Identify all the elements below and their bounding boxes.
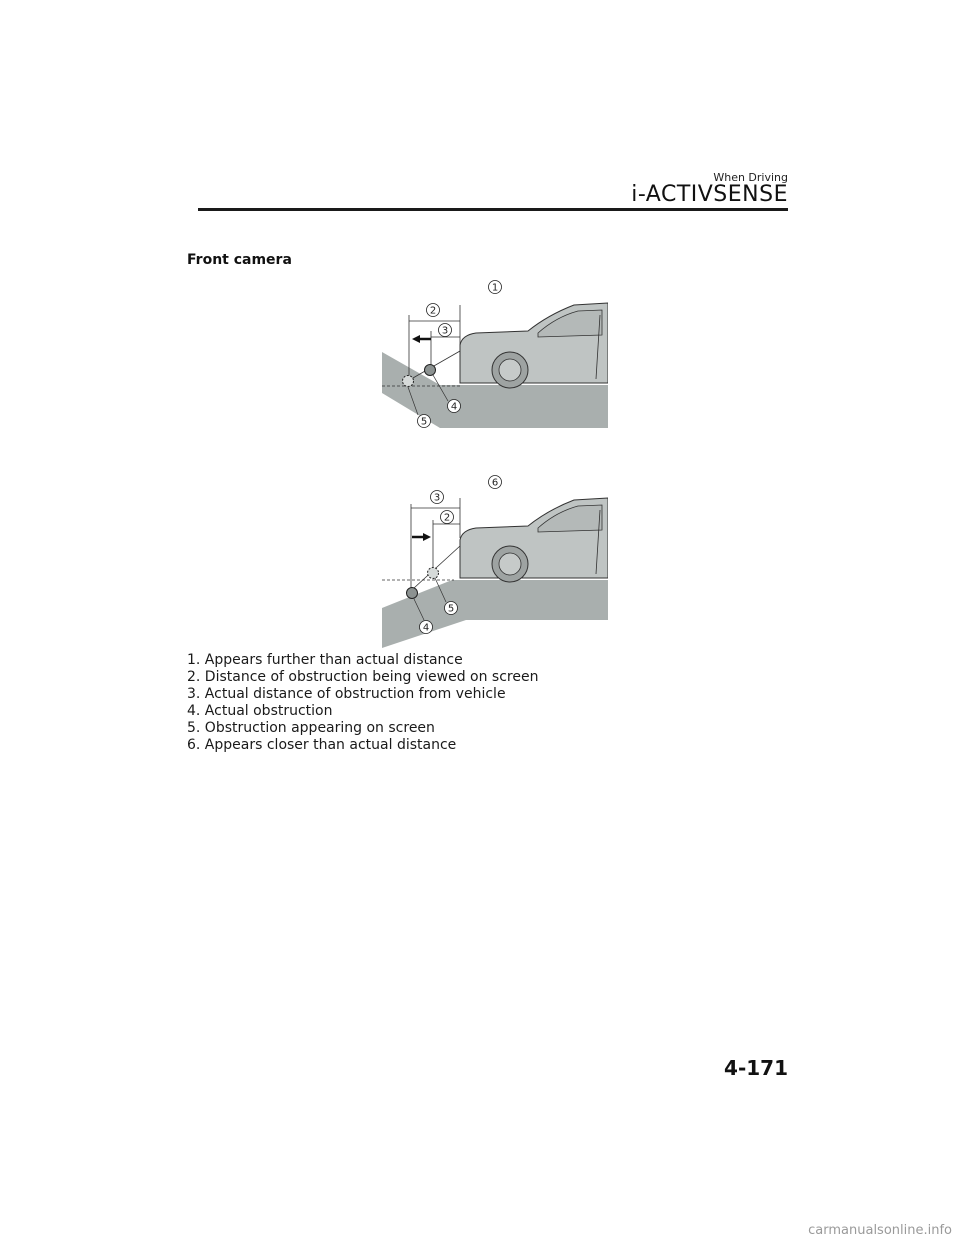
svg-text:6: 6 [491,477,499,489]
callout-3 [431,491,444,504]
callout-2 [441,511,454,524]
arrow-left-icon [412,335,431,343]
svg-text:3: 3 [433,492,441,504]
actual-obstruction [425,365,436,376]
callout-5 [445,602,458,615]
screen-obstruction [428,568,439,579]
screen-obstruction [403,376,414,387]
header-rule [198,208,788,211]
header-section-label: When Driving [713,171,788,184]
section-heading: Front camera [187,252,292,268]
svg-text:5: 5 [420,416,428,428]
callout-1 [489,281,502,294]
svg-text:2: 2 [429,305,437,317]
callout-6 [489,476,502,489]
svg-text:4: 4 [450,401,458,413]
front-camera-diagram-closer [378,470,608,650]
actual-obstruction [407,588,418,599]
figure-legend [187,652,538,754]
footer-watermark: carmanualsonline.info [808,1223,952,1238]
arrow-right-icon [412,533,431,541]
header-title: i-ACTIVSENSE [631,182,788,207]
legend-item-1: 1. Appears further than actual distance [187,652,463,668]
legend-item-3: 3. Actual distance of obstruction from vehicle [187,686,506,702]
svg-text:3: 3 [441,325,449,337]
callout-4 [448,400,461,413]
callout-3 [439,324,452,337]
page-number: 4-171 [724,1056,788,1080]
svg-text:1: 1 [491,282,499,294]
svg-text:5: 5 [447,603,455,615]
svg-text:2: 2 [443,512,451,524]
callout-5 [418,415,431,428]
callout-4 [420,621,433,634]
legend-item-4: 4. Actual obstruction [187,703,333,719]
legend-item-5: 5. Obstruction appearing on screen [187,720,435,736]
front-camera-diagram-further [378,275,608,435]
callout-2 [427,304,440,317]
wheel-hub [499,359,521,381]
legend-item-2: 2. Distance of obstruction being viewed on screen [187,669,539,685]
svg-text:4: 4 [422,622,430,634]
wheel-hub [499,553,521,575]
legend-item-6: 6. Appears closer than actual distance [187,737,457,753]
